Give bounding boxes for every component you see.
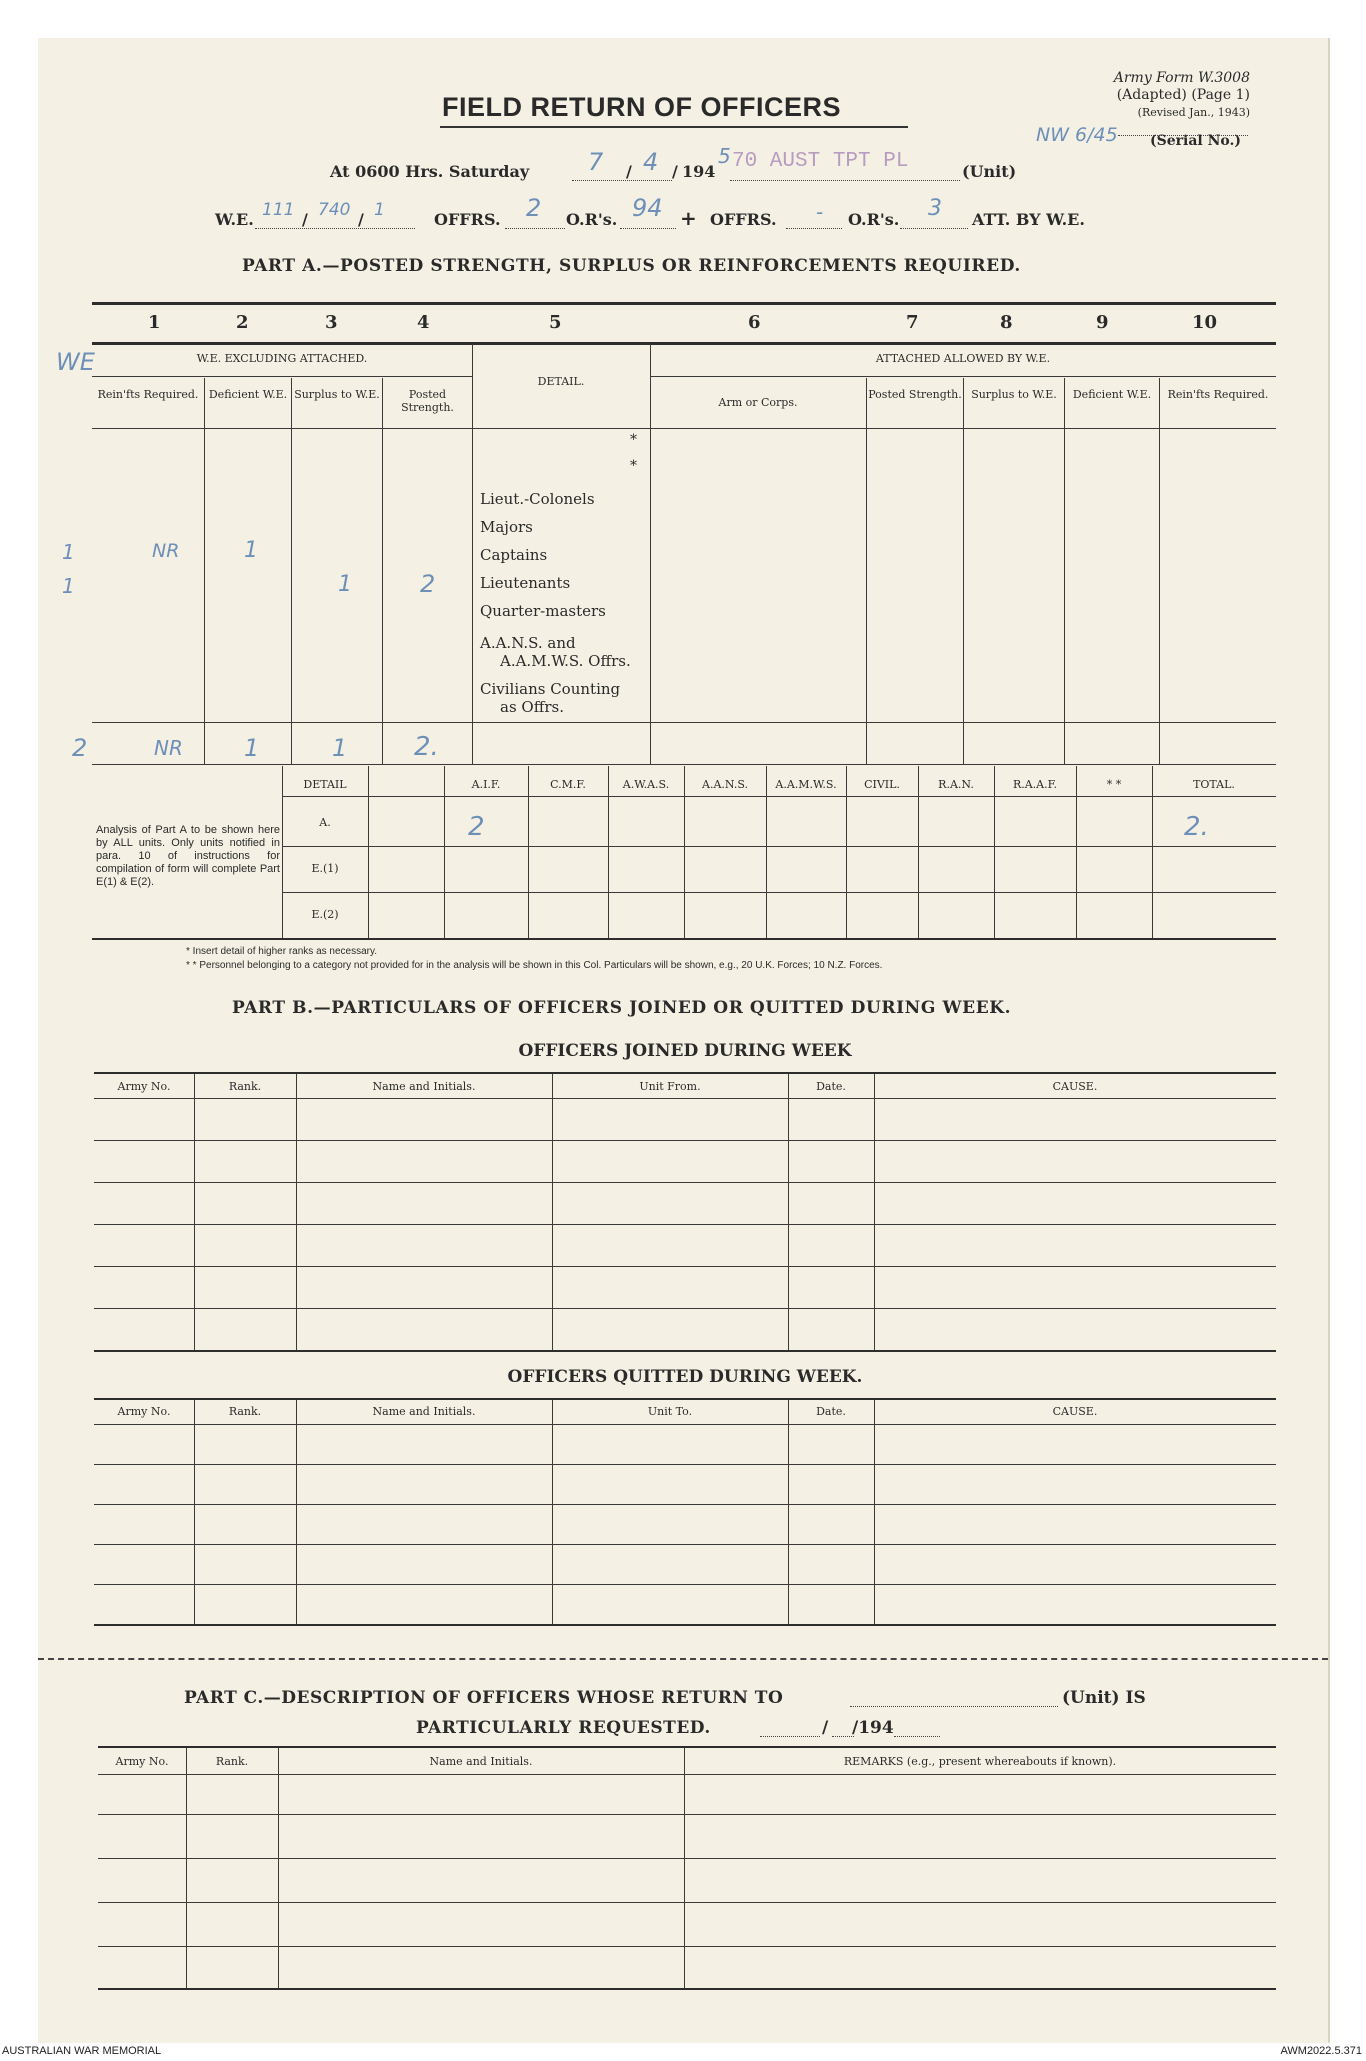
part-c-date-slash: / [822,1718,829,1738]
part-c-year: /194 [852,1718,894,1738]
ct-h3 [98,1902,1276,1903]
col-number-8: 8 [1000,312,1013,333]
qt-v3 [552,1400,553,1624]
footer-source: AUSTRALIAN WAR MEMORIAL [2,2045,162,2057]
pa-total-bottom [92,764,1276,765]
attached-allowed-header: ATTACHED ALLOWED BY W.E. [875,352,1051,365]
offrs2-dotted-line [786,228,842,229]
analysis-note: Analysis of Part A to be shown here by ALL units. Only units notified in para. 10 of instructions for compilation of form will complete Part E(1) & E(2). [96,824,280,888]
qt-h3 [94,1544,1276,1545]
analysis-total-handwritten: 2. [1184,812,1209,842]
we-slash-2: / [358,210,364,229]
analysis-row-e1: E.(1) [311,862,339,875]
reinforcements-required-header: Rein'fts Required. [97,388,199,401]
qt-h1 [94,1464,1276,1465]
we-excluding-attached-header: W.E. EXCLUDING ATTACHED. [196,352,368,365]
adapted-label: (Adapted) (Page 1) [1116,87,1250,103]
pa-v6 [866,378,867,764]
star-1: * [630,432,637,448]
pa-v7 [963,378,964,764]
total-posted-handwritten: 2. [414,732,439,762]
an-bottom [92,938,1276,940]
arm-or-corps-header: Arm or Corps. [718,396,798,409]
col-number-2: 2 [236,312,249,333]
col-number-6: 6 [748,312,761,333]
we-dotted-line [255,228,415,229]
year-prefix: 194 [682,162,716,181]
qt-bottom [94,1624,1276,1626]
army-form-number: Army Form W.3008 [1113,70,1250,86]
an-v9 [994,766,995,938]
perforation-line [38,1658,1328,1660]
footnote-1: * Insert detail of higher ranks as necessary. [186,946,378,957]
an-v5 [684,766,685,938]
an-v10 [1076,766,1077,938]
att-posted-strength-header: Posted Strength. [868,388,962,401]
ors-handwritten: 94 [632,194,663,222]
part-c-unit-dotted-line [850,1706,1058,1707]
quitted-title: OFFICERS QUITTED DURING WEEK. [507,1367,863,1387]
we-number-1-handwritten: 111 [262,200,295,220]
an-header-bottom [282,796,1276,797]
we-slash-1: / [302,210,308,229]
an-row2-bottom [282,892,1276,893]
quitted-date-header: Date. [816,1405,846,1418]
offrs-label: OFFRS. [434,210,501,229]
offrs-handwritten: 2 [526,194,542,222]
total-surplus-handwritten: 1 [332,734,348,762]
form-reference [1030,70,1250,121]
pa-body-top [92,428,1276,429]
analysis-row-a: A. [319,816,331,829]
qt-v4 [788,1400,789,1624]
an-v2 [444,766,445,938]
pa-right-subrule [650,376,1276,377]
serial-label: (Serial No.) [1150,133,1241,149]
part-c-unit-label: (Unit) IS [1062,1688,1146,1708]
an-v0 [282,766,283,938]
pa-v8 [1064,378,1065,764]
ors2-handwritten: 3 [928,196,942,221]
date-dotted-line [572,180,672,181]
pa-v9 [1159,378,1160,764]
qt-v5 [874,1400,875,1624]
ct-h1 [98,1814,1276,1815]
part-b-title: PART B.—PARTICULARS OF OFFICERS JOINED OR QUITTED DURING WEEK. [232,998,1012,1018]
pa-v5 [650,344,651,764]
day-handwritten: 7 [588,148,604,176]
att-deficient-header: Deficient W.E. [1072,388,1152,401]
we-label: W.E. [215,210,254,229]
margin-total-handwritten: 2 [72,734,88,762]
part-c-month-dotted-line [832,1736,854,1737]
rank-quarter-masters: Quarter-masters [480,602,606,620]
pa-v2 [291,378,292,764]
year-handwritten: 5 [718,144,731,168]
part-c-rank-header: Rank. [215,1755,249,1768]
margin-we-handwritten: WE [56,348,95,376]
unit-dotted-line [730,180,960,181]
offrs2-label: OFFRS. [710,210,777,229]
quitted-unit-to-header: Unit To. [647,1405,693,1418]
part-c-year-dotted-line [894,1736,940,1737]
ct-top [98,1746,1276,1748]
analysis-aans-header: A.A.N.S. [702,778,748,791]
part-c-remarks-header: REMARKS (e.g., present whereabouts if known). [843,1755,1117,1768]
col-number-9: 9 [1096,312,1109,333]
margin-lieuts-handwritten: 1 [62,574,75,598]
pa-v1 [204,378,205,764]
posted-strength-header: Posted Strength. [401,388,454,414]
analysis-aamws-header: A.A.M.W.S. [775,778,837,791]
rank-majors: Majors [480,518,533,536]
jt-h4 [94,1266,1276,1267]
joined-name-header: Name and Initials. [372,1080,476,1093]
title-underline [440,126,908,128]
analysis-raaf-header: R.A.A.F. [1012,778,1058,791]
an-v7 [846,766,847,938]
rank-civilians: Civilians Counting [480,680,621,698]
jt-top [94,1072,1276,1074]
analysis-total-header: TOTAL. [1193,778,1235,791]
qt-h0 [94,1424,1276,1425]
ct-v2 [278,1748,279,1988]
an-v6 [766,766,767,938]
analysis-detail-header: DETAIL [303,778,347,791]
jt-h5 [94,1308,1276,1309]
ors-label: O.R's. [566,210,618,229]
qt-h2 [94,1504,1276,1505]
majors-reinfts-handwritten: NR [152,540,180,562]
star-2: * [630,458,637,474]
rank-lieutenants: Lieutenants [480,574,571,592]
offrs2-handwritten: - [816,200,824,224]
att-surplus-header: Surplus to W.E. [971,388,1057,401]
quitted-name-header: Name and Initials. [372,1405,476,1418]
year-slash: / [672,162,678,181]
rank-as-offrs: as Offrs. [500,698,564,716]
surplus-to-we-header: Surplus to W.E. [294,388,380,401]
qt-v2 [296,1400,297,1624]
joined-date-header: Date. [816,1080,846,1093]
jt-v3 [552,1074,553,1350]
ct-v3 [684,1748,685,1988]
ct-h4 [98,1946,1276,1947]
margin-majors-handwritten: 1 [62,540,75,564]
pa-v3 [382,378,383,764]
an-v3 [528,766,529,938]
ct-h2 [98,1858,1276,1859]
analysis-other-header: * * [1106,778,1122,791]
revised-label: (Revised Jan., 1943) [1137,106,1250,119]
jt-h3 [94,1224,1276,1225]
time-date-label: At 0600 Hrs. Saturday [330,162,530,181]
an-v1 [368,766,369,938]
rank-aamws: A.A.M.W.S. Offrs. [500,652,631,670]
rank-captains: Captains [480,546,548,564]
jt-h0 [94,1098,1276,1099]
analysis-row-e2: E.(2) [311,908,339,921]
att-reinforcements-header: Rein'fts Required. [1167,388,1269,401]
col-number-7: 7 [906,312,919,333]
unit-stamp: 70 AUST TPT PL [732,150,909,173]
analysis-awas-header: A.W.A.S. [622,778,670,791]
pa-top-rule [92,302,1276,305]
part-a-title: PART A.—POSTED STRENGTH, SURPLUS OR REINFORCEMENTS REQUIRED. [242,256,1021,276]
col-number-1: 1 [148,312,161,333]
date-slash: / [626,162,632,181]
joined-army-no-header: Army No. [117,1080,171,1093]
ct-h0 [98,1774,1276,1775]
rank-aans: A.A.N.S. and [480,634,576,652]
pa-header-rule [92,342,1276,345]
part-c-day-dotted-line [760,1736,820,1737]
quitted-army-no-header: Army No. [117,1405,171,1418]
ors2-label: O.R's. [848,210,900,229]
an-v11 [1152,766,1153,938]
ct-bottom [98,1988,1276,1990]
analysis-aif-header: A.I.F. [471,778,501,791]
an-v8 [918,766,919,938]
col-number-5: 5 [549,312,562,333]
ors2-dotted-line [900,228,968,229]
deficient-we-header: Deficient W.E. [208,388,288,401]
unit-label: (Unit) [962,162,1017,181]
jt-v5 [874,1074,875,1350]
ors-dotted-line [620,228,676,229]
lieuts-surplus-handwritten: 1 [338,572,352,597]
col-number-3: 3 [325,312,338,333]
we-number-2-handwritten: 740 [318,200,351,220]
rank-lieut-colonels: Lieut.-Colonels [480,490,595,508]
part-c-army-no-header: Army No. [115,1755,169,1768]
pa-v4 [472,344,473,764]
part-c-title: PART C.—DESCRIPTION OF OFFICERS WHOSE RETURN TO [184,1688,784,1708]
jt-v4 [788,1074,789,1350]
part-c-line2: PARTICULARLY REQUESTED. [416,1718,711,1738]
footer-accession: AWM2022.5.371 [1280,2045,1362,2057]
detail-header: DETAIL. [537,375,585,388]
att-by-we-label: ATT. BY W.E. [972,210,1085,229]
joined-title: OFFICERS JOINED DURING WEEK [518,1041,852,1061]
an-row1-bottom [282,846,1276,847]
col-number-10: 10 [1192,312,1218,333]
qt-top [94,1398,1276,1400]
qt-h4 [94,1584,1276,1585]
jt-h2 [94,1182,1276,1183]
serial-number-handwritten: NW 6/45 [1036,124,1118,146]
qt-v1 [194,1400,195,1624]
analysis-civil-header: CIVIL. [864,778,900,791]
jt-v1 [194,1074,195,1350]
quitted-rank-header: Rank. [228,1405,262,1418]
jt-h1 [94,1140,1276,1141]
plus-sign: + [680,206,697,230]
total-reinfts-handwritten: NR [154,736,183,760]
page-title: FIELD RETURN OF OFFICERS [442,92,841,122]
part-c-name-header: Name and Initials. [429,1755,533,1768]
pa-total-top [92,722,1276,723]
majors-deficient-handwritten: 1 [244,538,258,563]
analysis-aif-handwritten: 2 [468,812,485,842]
pa-left-subrule [92,376,472,377]
analysis-ran-header: R.A.N. [938,778,974,791]
col-number-4: 4 [417,312,430,333]
we-number-3-handwritten: 1 [374,200,385,220]
quitted-cause-header: CAUSE. [1052,1405,1098,1418]
lieuts-posted-handwritten: 2 [420,570,436,598]
joined-unit-from-header: Unit From. [639,1080,701,1093]
joined-cause-header: CAUSE. [1052,1080,1098,1093]
joined-rank-header: Rank. [228,1080,262,1093]
an-v4 [608,766,609,938]
total-deficient-handwritten: 1 [244,734,260,762]
jt-bottom [94,1350,1276,1352]
jt-v2 [296,1074,297,1350]
footnote-2: * * Personnel belonging to a category not provided for in the analysis will be shown in this Col. Particulars will be shown, e.g., 20 U.K. Forces; 10 N.Z. Forces. [186,960,883,971]
offrs-dotted-line [505,228,565,229]
analysis-cmf-header: C.M.F. [550,778,586,791]
ct-v1 [186,1748,187,1988]
month-handwritten: 4 [643,148,659,176]
